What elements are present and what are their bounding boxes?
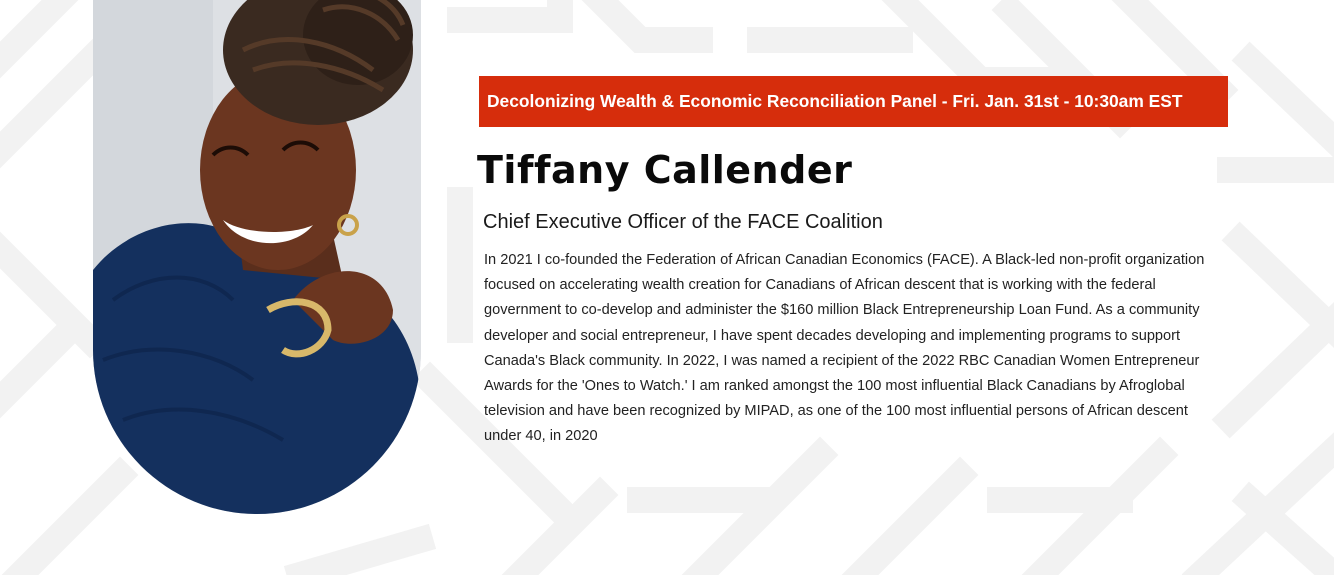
event-banner [479,76,1228,127]
profile-photo [93,0,421,514]
speaker-bio: In 2021 I co-founded the Federation of African Canadian Economics (FACE). A Black-led non-profit organization focused on accelerating wealth creation for Canadians of African descent that is working with the federal government to co-develop and administer the $160 million Black Entrepreneurship Loan Fund. As a community developer and social entrepreneur, I have spent decades developing and implementing programs to support Canada's Black community. In 2022, I was named a recipient of the 2022 RBC Canadian Women Entrepreneur Awards for the 'Ones to Watch.' I am ranked amongst the 100 most influential Black Canadians by Afroglobal television and have been recognized by MIPAD, as one of the 100 most influential persons of African descent under 40, in 2020 [484,252,1205,445]
event-banner-text: Decolonizing Wealth & Economic Reconciliation Panel - Fri. Jan. 31st - 10:30am EST [487,91,1183,111]
speaker-role: Chief Executive Officer of the FACE Coalition [483,211,883,233]
speaker-name: Tiffany Callender [477,148,853,192]
